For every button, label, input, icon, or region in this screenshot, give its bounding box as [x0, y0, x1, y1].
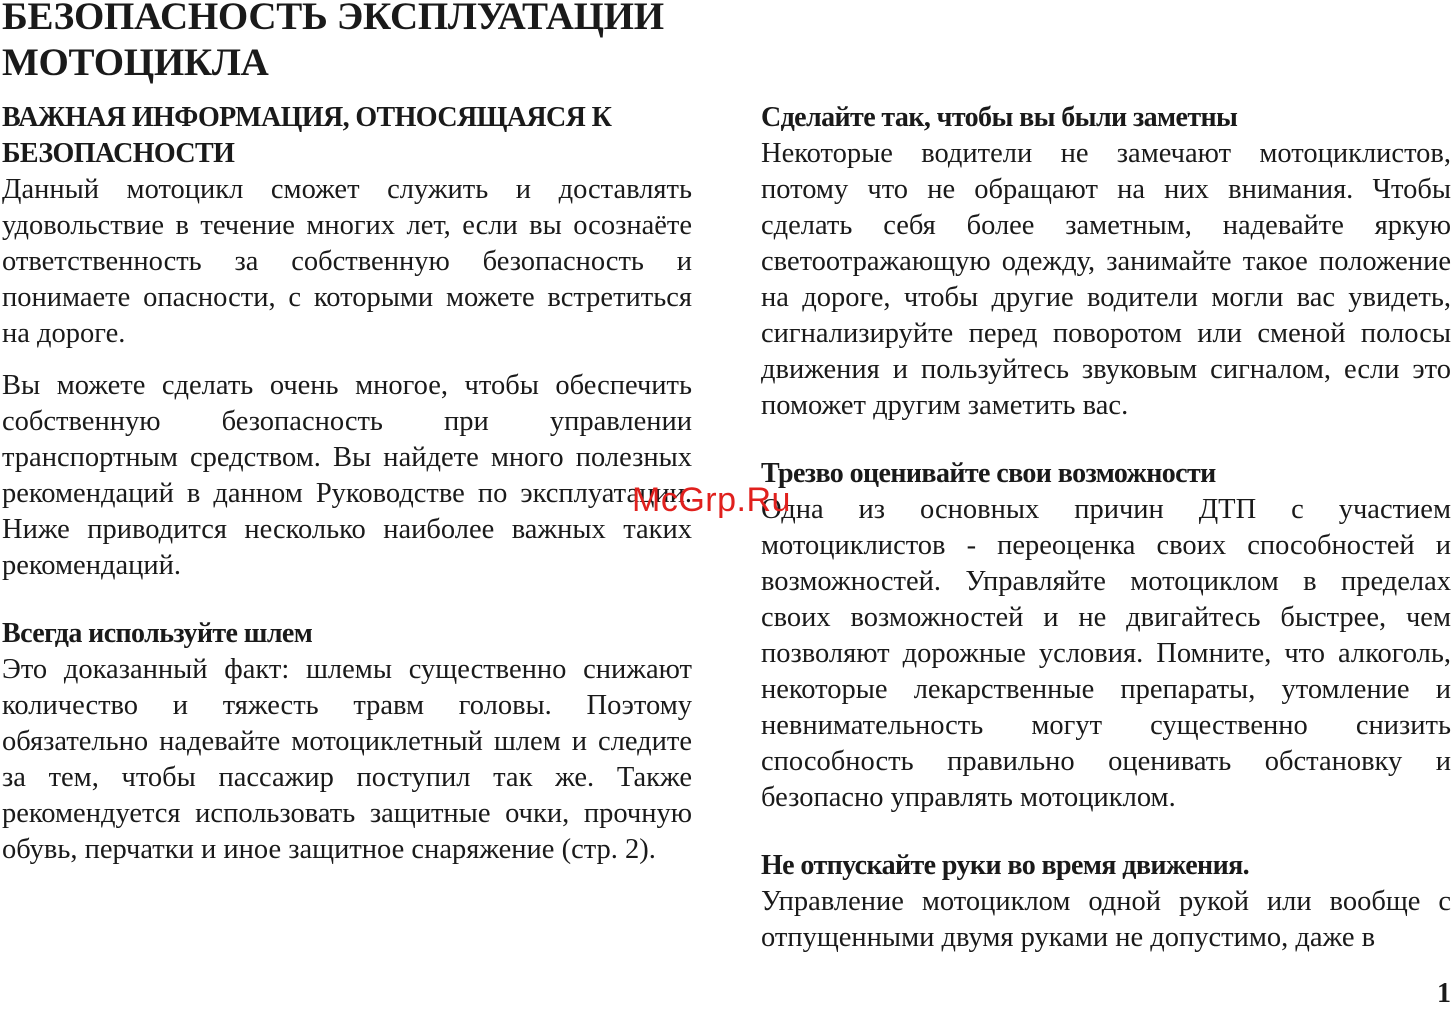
know-limits-heading: Трезво оценивайте свои возможности [761, 458, 1216, 489]
hands-on-heading: Не отпускайте руки во время движения. [761, 850, 1250, 881]
spacer [761, 424, 1451, 456]
right-column [761, 100, 1451, 956]
helmet-paragraph: Это доказанный факт: шлемы существенно снижают количество и тяжесть травм головы. Поэтому обязательно надевайте мотоциклетный шлем и следите за тем, чтобы пассажир поступил так же. Также рекомендуется использовать защитные очки, прочную обувь, перчатки и иное защитное снаряжение (стр. 2). [2, 654, 692, 865]
left-column [2, 100, 692, 868]
recommendations-paragraph: Вы можете сделать очень многое, чтобы обеспечить собственную безопасность при управлении транспортным средством. Вы найдете много полезных рекомендаций в данном Руководстве по эксплуатации. Ниже приводится несколько наиболее важных таких рекомендаций. [2, 370, 692, 581]
page-title: БЕЗОПАСНОСТЬ ЭКСПЛУАТАЦИИ МОТОЦИКЛА [2, 0, 664, 84]
spacer [2, 584, 692, 616]
watermark-logo: McGrp.Ru [632, 481, 791, 519]
know-limits-paragraph: Одна из основных причин ДТП с участием мотоциклистов - переоценка своих способностей и возможностей. Управляйте мотоциклом в пределах своих возможностей и не двигайтесь быстрее, чем позволяют дорожные условия. Помните, что алкоголь, некоторые лекарственные препараты, утомление и невнимательность могут существенно снизить способность правильно оценивать обстановку и безопасно управлять мотоциклом. [761, 494, 1451, 813]
helmet-heading: Всегда используйте шлем [2, 618, 313, 649]
be-visible-heading: Сделайте так, чтобы вы были заметны [761, 102, 1238, 133]
be-visible-paragraph: Некоторые водители не замечают мотоциклистов, потому что не обращают на них внимания. Чтобы сделать себя более заметным, надевайте яркую светоотражающую одежду, занимайте такое положение на дороге, чтобы другие водители могли вас увидеть, сигнализируйте перед поворотом или сменой полосы движения и пользуйтесь звуковым сигналом, если это поможет другим заметить вас. [761, 138, 1451, 421]
important-safety-heading: ВАЖНАЯ ИНФОРМАЦИЯ, ОТНОСЯЩАЯСЯ К БЕЗОПАСНОСТИ [2, 102, 612, 169]
spacer [2, 352, 692, 368]
hands-on-paragraph: Управление мотоциклом одной рукой или вообще с отпущенными двумя руками не допустимо, даже в [761, 886, 1451, 953]
spacer [761, 816, 1451, 848]
page-number: 1 [1437, 978, 1451, 1009]
intro-paragraph: Данный мотоцикл сможет служить и доставлять удовольствие в течение многих лет, если вы осознаёте ответственность за собственную безопасность и понимаете опасности, с которыми можете встретиться на дороге. [2, 174, 692, 349]
